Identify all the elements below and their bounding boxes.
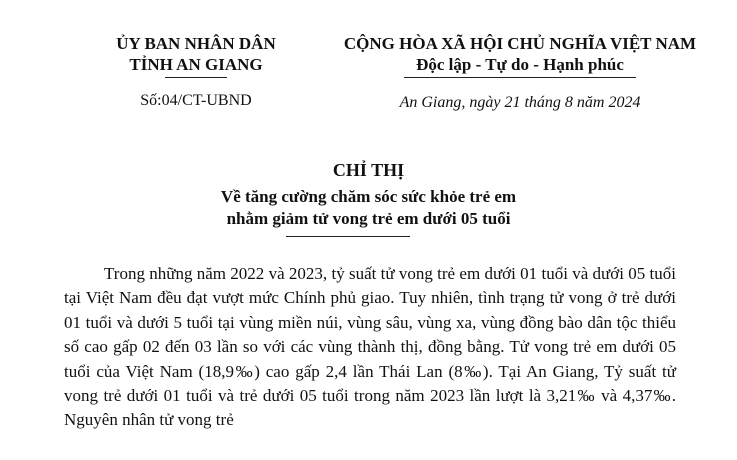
subject-underline: [286, 236, 410, 237]
nation-name: CỘNG HÒA XÃ HỘI CHỦ NGHĨA VIỆT NAM: [343, 34, 697, 53]
subject-line-2: nhằm giảm tử vong trẻ em dưới 05 tuổi: [226, 209, 511, 228]
national-title-block: [330, 33, 710, 113]
document-number: Số:04/CT-UBND: [140, 92, 252, 109]
motto-underline: [404, 77, 636, 78]
agency-name-line2: TỈNH AN GIANG: [129, 55, 263, 74]
issuing-agency-block: [96, 33, 296, 111]
agency-name-line1: ỦY BAN NHÂN DÂN: [116, 34, 276, 53]
document-subject: [0, 186, 737, 230]
document-type-title: CHỈ THỊ: [332, 160, 405, 180]
agency-underline: [165, 77, 227, 78]
place-date-line: An Giang, ngày 21 tháng 8 năm 2024: [399, 94, 641, 111]
national-motto: Độc lập - Tự do - Hạnh phúc: [416, 55, 624, 74]
subject-line-1: Về tăng cường chăm sóc sức khỏe trẻ em: [220, 187, 517, 206]
body-paragraph: Trong những năm 2022 và 2023, tỷ suất tử vong trẻ em dưới 01 tuổi và dưới 05 tuổi tại Việt Nam đều đạt vượt mức Chính phủ giao. Tuy nhiên, tình trạng tử vong ở trẻ dưới 01 tuổi và dưới 5 tuổi tại vùng miền núi, vùng sâu, vùng xa, vùng đồng bào dân tộc thiểu số cao gấp 02 đến 03 lần so với các vùng thành thị, đồng bằng. Tử vong trẻ em dưới 05 tuổi của Việt Nam (18,9‰) cao gấp 2,4 lần Thái Lan (8‰). Tại An Giang, Tỷ suất tử vong trẻ dưới 01 tuổi và trẻ dưới 05 tuổi trong năm 2023 lần lượt là 3,21‰ và 4,37‰. Nguyên nhân tử vong trẻ: [64, 264, 676, 430]
